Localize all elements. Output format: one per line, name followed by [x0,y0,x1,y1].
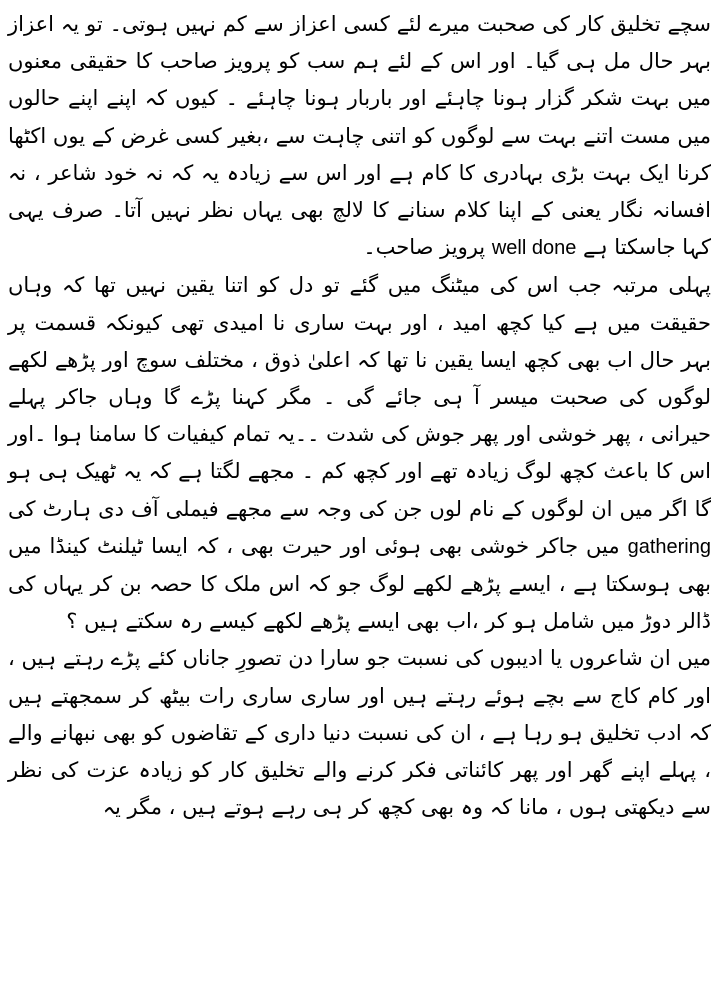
paragraph-poets-text: میں ان شاعروں یا ادیبوں کی نسبت جو سارا دن تصورِ جاناں کئے پڑے رہتے ہیں ، اور کام کاج سے بچے ہوئے رہتے ہیں اور ساری ساری رات بیٹھ کر سمجھتے ہیں کہ ادب تخلیق ہو رہا ہے ، ان کی نسبت دنیا داری کے تقاضوں کو بھی نبھانے والے ، پہلے اپنے گھر اور پھر کائناتی فکر کرنے والے تخلیق کار کو زیادہ عزت کی نظر سے دیکھتی ہوں ، مانا کہ وہ بھی کچھ کر ہی رہے ہوتے ہیں ، مگر یہ [8,646,711,820]
paragraph-first-meeting [8,267,711,640]
paragraph-first-meeting-text: پہلی مرتبہ جب اس کی میٹنگ میں گئے تو دل کو اتنا یقین نہیں تھا کہ وہاں حقیقت میں ہے کیا کچھ امید ، اور بہت ساری نا امیدی تھی کیونکہ قسمت پر بہر حال اب بھی کچھ ایسا یقین نا تھا کہ اعلیٰ ذوق ، مختلف سوچ اور پڑھے لکھے لوگوں کی صحبت میسر آ ہی جائے گی ۔ مگر کہنا پڑے گا وہاں جاکر پہلے حیرانی ، پھر خوشی اور پھر جوش کی شدت ۔۔یہ تمام کیفیات کا سامنا ہوا ۔اور اس کا باعث کچھ لوگ زیادہ تھے اور کچھ کم ۔ مجھے لگتا ہے کہ یہ ٹھیک ہی ہو گا اگر میں ان لوگوں کے نام لوں جن کی وجہ سے مجھے فیملی آف دی ہارٹ کی [7,273,711,521]
english-phrase-well-done: well done [491,237,577,260]
paragraph-intro-ending: پرویز صاحب۔ [363,235,492,260]
paragraph-first-meeting-ending: میں جاکر خوشی بھی ہوئی اور حیرت بھی ، کہ ایسا ٹیلنٹ کینڈا میں بھی ہوسکتا ہے ، ایسے پڑھے لکھے لوگ جو کہ اس ملک کا حصہ بن کر یہاں کی ڈالر دوڑ میں شامل ہو کر ،اب بھی ایسے پڑھے لکھے کیسے رہ سکتے ہیں ؟ [8,533,711,634]
paragraph-intro-text: سچے تخلیق کار کی صحبت میرے لئے کسی اعزاز سے کم نہیں ہوتی۔ تو یہ اعزاز بہر حال مل ہی گیا۔ اور اس کے لئے ہم سب کو پرویز صاحب کا حقیقی معنوں میں بہت شکر گزار ہونا چاہئے اور باربار ہونا چاہئے ۔ کیوں کہ اپنے اپنے حالوں میں مست اتنے بہت سے لوگوں کو اتنی چاہت سے ،بغیر کسی غرض کے یوں اکٹھا کرنا ایک بہت بڑی بہادری کا کام ہے اور اس سے زیادہ یہ کہ نہ خود شاعر ، نہ افسانہ نگار یعنی کے اپنا کلام سنانے کا لالچ بھی یہاں نظر نہیں آتا۔ صرف یہی کہا جاسکتا ہے [8,12,711,260]
paragraph-intro [8,6,711,267]
english-word-gathering: gathering [627,535,711,558]
paragraph-poets [8,640,711,826]
